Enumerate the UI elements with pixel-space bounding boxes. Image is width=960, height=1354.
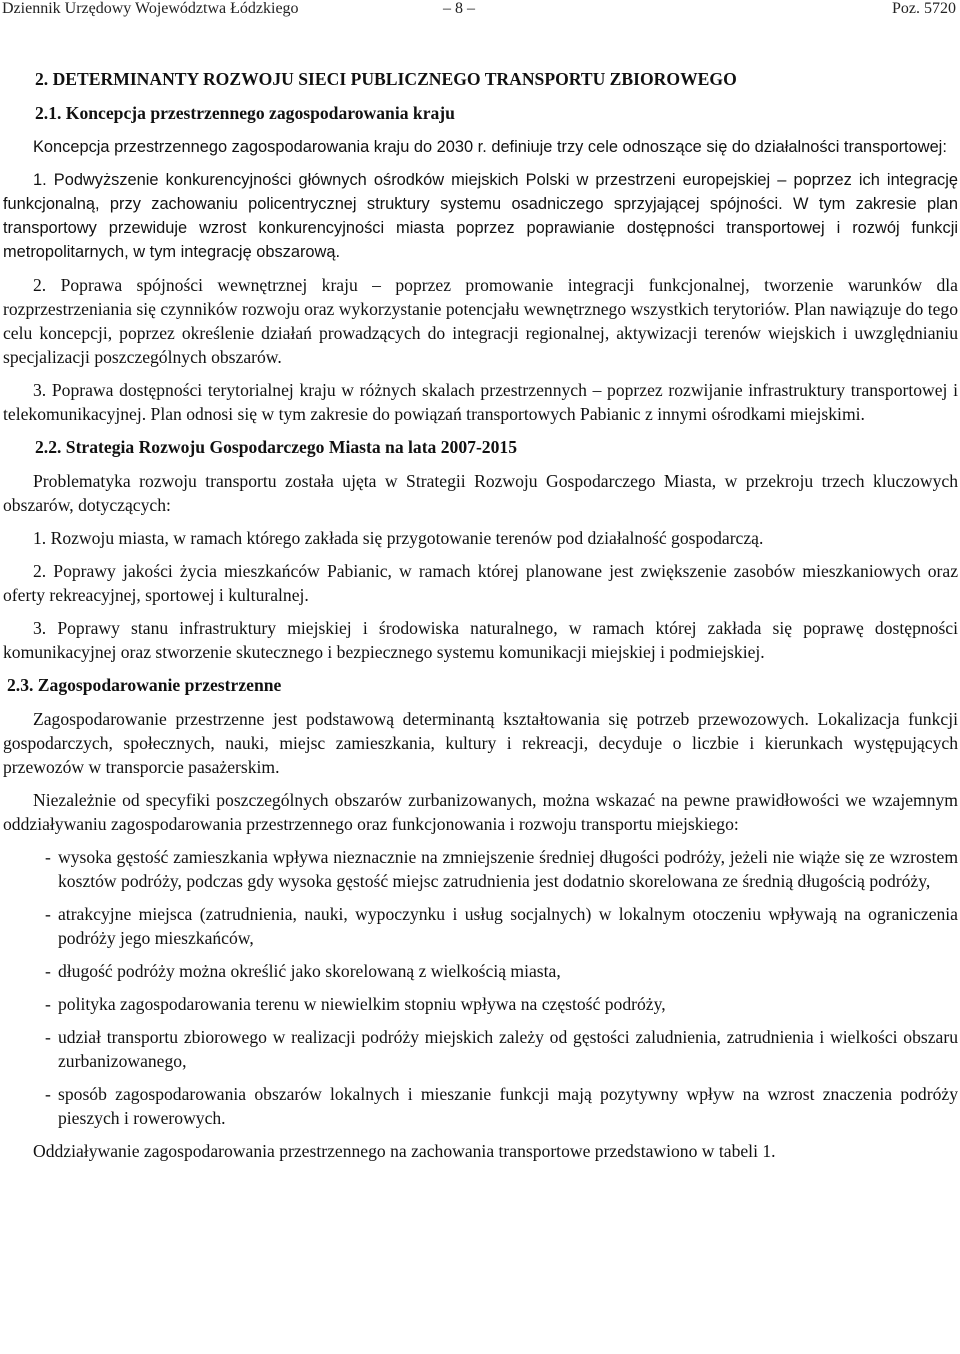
page-header (0, 0, 960, 20)
regularities-list (3, 845, 958, 1130)
position-number: Poz. 5720 (892, 0, 956, 17)
list-item: - długość podróży można określić jako skorelowaną z wielkością miasta, (45, 961, 561, 981)
list-item: - wysoka gęstość zamieszkania wpływa nieznacznie na zmniejszenie średniej długości podróży, jeżeli nie wiąże się ze wzrostem kosztów podróży, podczas gdy wysoka gęstość miejsc zatrudnienia jest dodatnio skorelowana ze średnią długością podróży, (45, 847, 958, 891)
subsection-2-3-paragraph-1: Zagospodarowanie przestrzenne jest podstawową determinantą kształtowania się potrzeb przewozowych. Lokalizacja funkcji gospodarczych, społecznych, nauki, miejsc zamieszkania, kultury i rekreacji, decyduje o liczbie i kierunkach występujących przewozów w transporcie pasażerskim. (3, 709, 958, 777)
subsection-2-2-title: 2.2. Strategia Rozwoju Gospodarczego Miasta na lata 2007-2015 (35, 437, 517, 457)
list-item: - udział transportu zbiorowego w realizacji podróży miejskich zależy od gęstości zaludnienia, zatrudnienia i wielkości obszaru zurbanizowanego, (45, 1027, 958, 1071)
area-3-paragraph: 3. Poprawy stanu infrastruktury miejskiej i środowiska naturalnego, w ramach której zakłada się poprawę dostępności komunikacyjnej oraz stworzenie skutecznego i bezpiecznego systemu komunikacji miejskiej i podmiejskiej. (3, 618, 958, 662)
list-item: - atrakcyjne miejsca (zatrudnienia, nauki, wypoczynku i usług socjalnych) w lokalnym otoczeniu wpływają na ograniczenia podróży jego mieszkańców, (45, 904, 958, 948)
subsection-2-2-intro: Problematyka rozwoju transportu została ujęta w Strategii Rozwoju Gospodarczego Miasta, w przekroju trzech kluczowych obszarów, dotyczących: (3, 471, 958, 515)
subsection-2-3-paragraph-2: Niezależnie od specyfiki poszczególnych obszarów zurbanizowanych, można wskazać na pewne prawidłowości we wzajemnym oddziaływaniu zagospodarowania przestrzennego oraz funkcjonowania i rozwoju transportu miejskiego: (3, 790, 958, 834)
goal-2-paragraph: 2. Poprawa spójności wewnętrznej kraju – poprzez promowanie integracji funkcjonalnej, tworzenie warunków dla rozprzestrzeniania się czynników rozwoju oraz wykorzystanie potencjału wewnętrznego wszystkich terytoriów. Plan nawiązuje do tego celu koncepcji, poprzez określenie działań prowadzących do integracji regionalnej, aktywizacji terenów wiejskich i uwzględnianiu specjalizacji poszczególnych obszarów. (3, 275, 958, 367)
area-1-paragraph: 1. Rozwoju miasta, w ramach którego zakłada się przygotowanie terenów pod działalność gospodarczą. (33, 528, 764, 548)
list-item: - polityka zagospodarowania terenu w niewielkim stopniu wpływa na częstość podróży, (45, 994, 666, 1014)
closing-paragraph: Oddziaływanie zagospodarowania przestrzennego na zachowania transportowe przedstawiono w tabeli 1. (33, 1141, 776, 1161)
goal-3-paragraph: 3. Poprawa dostępności terytorialnej kraju w różnych skalach przestrzennych – poprzez rozwijanie infrastruktury transportowej i telekomunikacyjnej. Plan odnosi się w tym zakresie do powiązań transportowych Pabianic z innymi ośrodkami miejskimi. (3, 380, 958, 424)
area-2-paragraph: 2. Poprawy jakości życia mieszkańców Pabianic, w ramach której planowane jest zwiększenie zasobów mieszkaniowych oraz oferty rekreacyjnej, sportowej i kulturalnej. (3, 561, 958, 605)
page-number: – 8 – (443, 0, 475, 17)
list-item: - sposób zagospodarowania obszarów lokalnych i mieszanie funkcji mają pozytywny wpływ na wzrost znaczenia podróży pieszych i rowerowych. (45, 1084, 958, 1128)
journal-name: Dziennik Urzędowy Województwa Łódzkiego (2, 0, 299, 17)
goal-1-paragraph: 1. Podwyższenie konkurencyjności głównych ośrodków miejskich Polski w przestrzeni europejskiej – poprzez ich integrację funkcjonalną, przy zachowaniu policentrycznej struktury systemu osadniczego sprzyjającej spójności. W tym zakresie plan transportowy przewiduje wzrost konkurencyjności miasta poprzez poprawianie dostępności transportowej i rozwój funkcji metropolitarnych, w tym integrację obszarową. (3, 171, 958, 261)
subsection-2-3-title: 2.3. Zagospodarowanie przestrzenne (7, 675, 282, 695)
subsection-2-1-title: 2.1. Koncepcja przestrzennego zagospodarowania kraju (35, 103, 455, 123)
subsection-2-1-intro: Koncepcja przestrzennego zagospodarowania kraju do 2030 r. definiuje trzy cele odnoszące się do działalności transportowej: (33, 138, 947, 156)
document-body (3, 67, 958, 1172)
section-title: 2. DETERMINANTY ROZWOJU SIECI PUBLICZNEGO TRANSPORTU ZBIOROWEGO (35, 69, 737, 89)
